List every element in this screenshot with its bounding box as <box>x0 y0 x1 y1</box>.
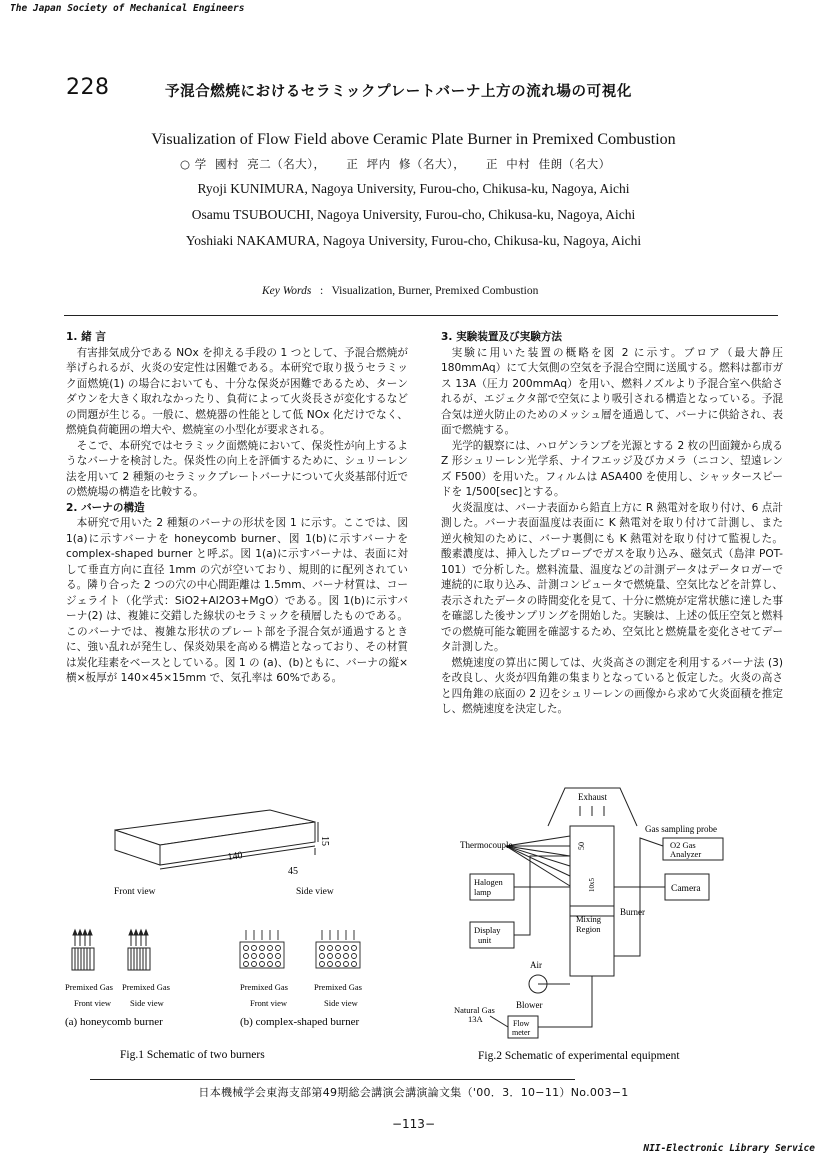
section-3-paragraph-2: 光学的観察には、ハロゲンランプを光源とする 2 枚の凹面鏡から成る Z 形シュリーレン光学系、ナイフエッジ及びカメラ（ニコン、望遠レンズ F500）を用いた。フィルムは ASA400 を使用し、シャッタースピードを 1/500[sec]とする。 <box>441 439 783 498</box>
section-1-paragraph-2: そこで、本研究ではセラミック面燃焼において、保炎性が向上するようなバーナを検討した。保炎性の向上を評価するために、シュリーレン法を用いて 2 種類のセラミックプレートバーナについて火炎基部付近での燃焼場の構造を比較する。 <box>66 439 408 498</box>
side-view-label-a: Side view <box>130 998 164 1008</box>
section-3-paragraph-4: 燃焼速度の算出に関しては、火炎高さの測定を利用するバーナ法 (3) を改良し、火炎が四角錐の集まりとなっていると仮定した。火炎の高さと四角錐の底面の 2 辺をシュリーレンの画像から求めて火炎面積を推定し、燃焼速度を決定した。 <box>441 656 783 715</box>
divider-footer <box>90 1079 575 1080</box>
proceedings-line: 日本機械学会東海支部第49期総会講演会講演論文集（'00．3．10−11）No.003−1 <box>198 1086 629 1099</box>
display-label-1: Display <box>474 925 501 935</box>
chamber <box>570 826 614 916</box>
halogen-label-1: Halogen <box>474 877 503 887</box>
thermocouple-label: Thermocouple <box>460 840 513 850</box>
title-japanese: 予混合燃焼におけるセラミックプレートバーナ上方の流れ場の可視化 <box>165 84 632 100</box>
burner-label: Burner <box>620 907 645 917</box>
camera-label: Camera <box>671 884 701 894</box>
page-number: −113− <box>391 1117 435 1131</box>
gas-probe-label: Gas sampling probe <box>645 824 717 834</box>
source-footer: NII-Electronic Library Service <box>643 1143 815 1154</box>
complex-side-view <box>316 930 360 968</box>
section-2-paragraph-1: 本研究で用いた 2 種類のバーナの形状を図 1 に示す。ここでは、図 1(a)に示すバーナを honeycomb burner、図 1(b)に示すバーナを complex-shaped burner と呼ぶ。図 1(a)に示すバーナは、表面に対して垂直方向に直径 1mm の穴が空いており、規則的に配列されている。隣り合った 2 つの穴の中心間距離は 1.5mm、バーナ材質は、コージェライト（化学式：SiO2+Al2O3+MgO）である。図 1(b)に示すバーナ(2) は、複雑に交錯した線状のセラミックを積層したものである。このバーナでは、複雑な形状のプレート部を予混合気が通過するときに、強い乱れが発生し、保炎効果を高める構造となっており、その材質は炭化珪素をベースとしている。図 1 の (a)、(b)ともに、バーナの縦×横×板厚が 140×45×15mm で、気孔率は 60%である。 <box>66 517 408 684</box>
figure-1 <box>60 790 400 1065</box>
keywords <box>262 285 538 297</box>
keywords-value: Visualization, Burner, Premixed Combustion <box>331 285 539 297</box>
front-view-label: Front view <box>114 887 156 897</box>
figure-2-caption: Fig.2 Schematic of experimental equipment <box>478 1050 680 1062</box>
dim-thickness: 15 <box>319 836 330 846</box>
right-column <box>441 330 783 718</box>
burner-plate-drawing <box>115 810 318 869</box>
blower-label: Blower <box>516 1000 543 1010</box>
honeycomb-label: (a) honeycomb burner <box>65 1016 163 1028</box>
flow-meter-label-2: meter <box>512 1028 531 1037</box>
section-1-heading: 1. 緒 言 <box>66 331 106 343</box>
air-label: Air <box>530 960 542 970</box>
dim-10-label: 10x5 <box>588 878 596 892</box>
dim-width: 45 <box>288 866 298 877</box>
complex-label: (b) complex-shaped burner <box>240 1016 360 1028</box>
affiliation-3: Yoshiaki NAKAMURA, Nagoya University, Furou-cho, Chikusa-ku, Nagoya, Aichi <box>185 233 642 248</box>
section-3-heading: 3. 実験装置及び実験方法 <box>441 331 563 343</box>
premixed-gas-label-1: Premixed Gas <box>65 982 113 992</box>
authors-japanese: ○ 学 國村 亮二（名大）， 正 坪内 修（名大）， 正 中村 佳朗（名大） <box>180 157 611 171</box>
keywords-separator: : <box>319 285 324 297</box>
halogen-label-2: lamp <box>474 887 491 897</box>
dim-50-label: 50 <box>577 842 586 850</box>
front-view-label-b: Front view <box>250 998 288 1008</box>
affiliation-2: Osamu TSUBOUCHI, Nagoya University, Furou-cho, Chikusa-ku, Nagoya, Aichi <box>191 207 636 222</box>
exhaust-label: Exhaust <box>578 792 607 802</box>
figure-2 <box>440 776 800 1066</box>
section-3-paragraph-1: 実験に用いた装置の概略を図 2 に示す。ブロア（最大静圧 180mmAq）にて大気側の空気を予混合空間に送風する。燃料は都市ガス 13A（圧力 200mmAq）を用い、燃料ノズルより予混合室へ供給されるが、エジェクタ部で空気により吸引される構造となっている。予混合気は逆火防止のためのメッシュ層を通過して、バーナに供給され、表面で燃焼する。 <box>441 346 783 436</box>
affiliation-1: Ryoji KUNIMURA, Nagoya University, Furou-cho, Chikusa-ku, Nagoya, Aichi <box>197 181 630 196</box>
display-label-2: unit <box>478 935 492 945</box>
keywords-label: Key Words <box>262 285 312 297</box>
section-2-heading: 2. バーナの構造 <box>66 501 145 514</box>
complex-front-view <box>240 930 284 968</box>
section-3-paragraph-3: 火炎温度は、バーナ表面から鉛直上方に R 熱電対を取り付け、6 点計測した。バーナ表面温度は表面に K 熱電対を取り付けて計測し、また逆火検知のために、バーナ裏側にも K 熱電対を取り付けて監視した。酸素濃度は、挿入したプローブでガスを取り込み、磁気式（島津 POT-101）で分析した。燃料流量、温度などの計測データはデータロガーで連続的に取り込み、計測コンピュータで燃焼量、空気比などを計算し、表示されたデータの時間変化を見て、十分に燃焼が定常状態に達した事を確認した後サンプリングを開始した。実験は、上述の低圧空気と燃料での燃焼可能な範囲を確認するため、空気比と燃焼量を変化させてデータ計測した。 <box>441 501 783 653</box>
left-column <box>66 330 408 687</box>
flow-meter-label-1: Flow <box>513 1019 530 1028</box>
premixed-gas-label-3: Premixed Gas <box>240 982 288 992</box>
natural-gas-label-1: Natural Gas <box>454 1005 495 1015</box>
natural-gas-label-2: 13A <box>468 1014 483 1024</box>
journal-header: The Japan Society of Mechanical Engineers <box>10 3 245 14</box>
title-english: Visualization of Flow Field above Ceramic Plate Burner in Premixed Combustion <box>151 131 676 148</box>
front-view-label-a: Front view <box>74 998 112 1008</box>
figure-1-caption: Fig.1 Schematic of two burners <box>120 1049 265 1061</box>
honeycomb-side-view <box>128 930 150 970</box>
dim-length: 140 <box>226 849 244 863</box>
mixing-label-2: Region <box>576 924 601 934</box>
honeycomb-front-view <box>72 930 94 970</box>
section-1-paragraph-1: 有害排気成分である NOx を抑える手段の 1 つとして、予混合燃焼が挙げられるが、火炎の安定性は困難である。本研究で取り扱うセラミック面燃焼(1) の場合においても、十分な保炎が困難であるため、ターンダウンを大きく取れなかったり、負荷によって火炎長さが変化するなどの問題が生じる。一般に、燃焼器の性能として低 NOx 化だけでなく、燃焼負荷範囲の増大や、燃焼室の小型化が要求される。 <box>66 346 408 436</box>
mixing-label-1: Mixing <box>576 914 602 924</box>
premixed-gas-label-2: Premixed Gas <box>122 982 170 992</box>
o2-analyzer-label-1: O2 Gas <box>670 840 696 850</box>
premixed-gas-label-4: Premixed Gas <box>314 982 362 992</box>
paper-number: 228 <box>66 75 110 100</box>
divider-top <box>64 315 778 316</box>
side-view-label: Side view <box>296 887 334 897</box>
side-view-label-b: Side view <box>324 998 358 1008</box>
o2-analyzer-label-2: Analyzer <box>670 849 702 859</box>
